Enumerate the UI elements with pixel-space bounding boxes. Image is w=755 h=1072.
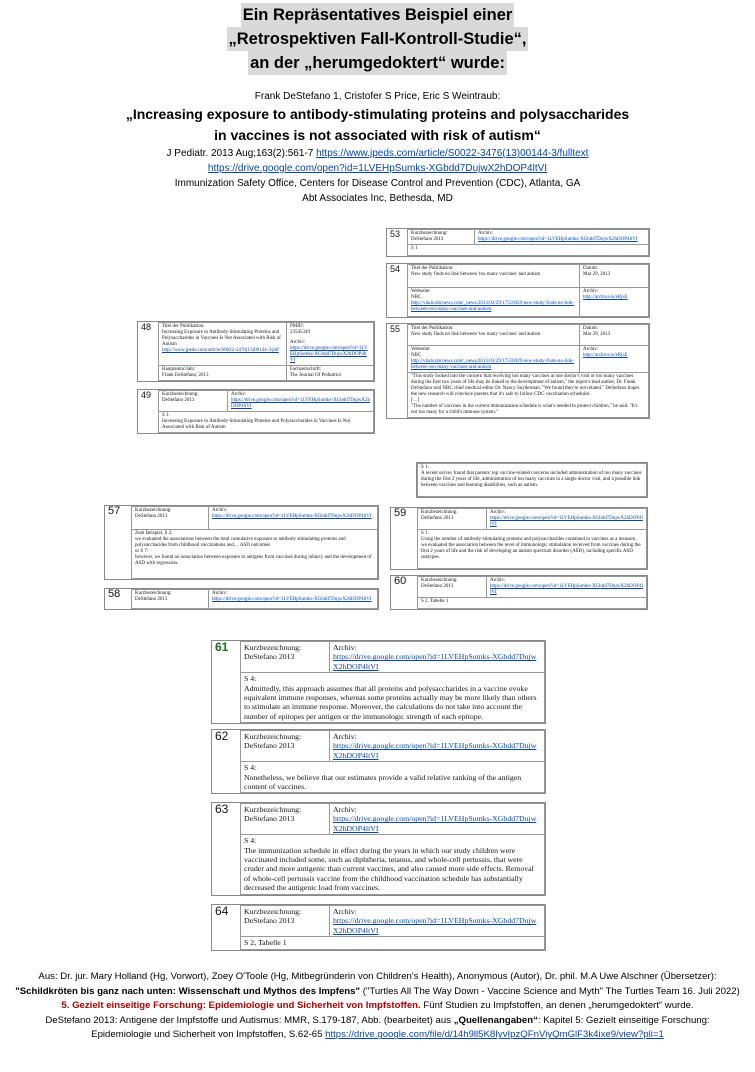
label-kurzbezeichnung: Kurzbezeichnung: xyxy=(411,231,448,236)
quote-text: "This study looked into the concern that receiving too many vaccines at one doctor's visit or too many vaccines during the first two years of life may be linked to the development of autism," the report's lead author, Dr. Frank DeStefano told NBC chief medical editor Dr. Nancy Snyderman. "We found they're not related." DeStefano hopes the new research will convince parents that it's safe to follow CDC vaccination schedules. xyxy=(411,374,640,397)
label-fachzeitschrift: Fachzeitschrift: xyxy=(290,367,322,372)
card-48 xyxy=(137,321,375,382)
label-archiv: Archiv: xyxy=(583,347,599,352)
page-ref: S 4: xyxy=(244,836,257,846)
kurzbezeichnung-value: DeStefano 2013 xyxy=(244,814,295,824)
card-number: 55 xyxy=(390,323,401,334)
card-54 xyxy=(386,263,650,318)
website-link[interactable]: http://vitals.nbcnews.com/_news/2013/03/29/17516929-new-study-finds-no-link-between-too-many-vaccines-and-autism xyxy=(411,301,575,312)
publication-title: Increasing Exposure to Antibody-Stimulating Proteins and Polysaccharides in Vaccines Is Not Associated with Risk of Autism xyxy=(162,330,281,347)
quote-text: Using the number of antibody-stimulating proteins and polysaccharides contained in vaccines as a measure, we evaluated the association between the level of immunologic stimulation received from vaccines during the first 2 years of life and the risk of developing an autism spectrum disorder (ASD), including specific ASD subtypes. xyxy=(421,537,641,560)
label-kurzbezeichnung: Kurzbezeichnung: xyxy=(135,591,172,596)
archive-link[interactable]: https://drive.google.com/open?id=1LVEHpSumks-XGbdd7DujwX2hDOP4ltVI xyxy=(333,814,537,833)
card-number: 60 xyxy=(394,574,407,587)
reference-affiliation-1: Immunization Safety Office, Centers for Disease Control and Prevention (CDC), Atlanta, GA xyxy=(174,178,581,189)
reference-affiliation-2: Abt Associates Inc, Bethesda, MD xyxy=(302,193,453,204)
card-number: 48 xyxy=(141,321,152,332)
card-number: 63 xyxy=(215,801,229,816)
page-ref: S 2, Tabelle 1 xyxy=(241,937,545,950)
website-name: NBC xyxy=(411,353,422,358)
archive-link[interactable]: https://drive.google.com/open?id=1LVEHpSumks-XGbdd7DujwX2hDOP4ltVI xyxy=(212,597,372,602)
label-kurzbezeichnung: Kurzbezeichnung: xyxy=(421,510,458,515)
footer-line-5 xyxy=(0,1028,755,1043)
card-62 xyxy=(211,729,546,794)
page-ref: Zum Beispiel, S 2: xyxy=(135,531,173,536)
kurzbezeichnung-value: DeStefano 2013 xyxy=(244,652,295,662)
card-61 xyxy=(211,640,546,724)
headline-line-2: „Retrospektiven Fall-Kontroll-Studie“, xyxy=(227,27,529,51)
card-58 xyxy=(104,588,379,610)
quote-text-2: however, we found no association between exposure to antigens from vaccines during infancy and the development of ASD with regression. xyxy=(135,555,372,566)
archive-link[interactable]: https://drive.google.com/open?id=1LVEHpSumks-XGbdd7DujwX2hDOP4ltVI xyxy=(490,516,643,527)
kurzbezeichnung-value: DeStefano 2013 xyxy=(411,237,444,242)
footer-line-2 xyxy=(0,985,755,1000)
archive-link[interactable]: https://drive.google.com/open?id=1LVEHpSumks-XGbdd7DujwX2hDOP4ltVI xyxy=(478,237,638,242)
kurzbezeichnung-value: DeStefano 2013 xyxy=(244,741,295,751)
label-kurzbezeichnung: Kurzbezeichnung: xyxy=(135,508,172,513)
label-kurzbezeichnung: Kurzbezeichnung: xyxy=(244,907,302,916)
label-datum: Datum: xyxy=(583,266,598,271)
source-pdf-link[interactable]: https://drive.google.com/file/d/14h9ll5K8IyvIpzQFnViyQmGlF3k4ixe9/view?pli=1 xyxy=(325,1029,664,1041)
card-60 xyxy=(390,575,648,610)
label-pmid: PMID: xyxy=(290,324,304,329)
footer-line-4 xyxy=(0,1014,755,1029)
label-archiv: Archiv: xyxy=(212,508,228,513)
footer-line-1: Aus: Dr. jur. Mary Holland (Hg, Vorwort), Zoey O'Toole (Hg, Mitbegründerin von Children's Health), Anonymous (Autor), Dr. phil. M.A Uwe Alschner (Übersetzer): xyxy=(38,971,717,982)
kurzbezeichnung-value: DeStefano 2013 xyxy=(162,398,195,403)
source-note-bold: „Quellenangaben“ xyxy=(453,1014,538,1026)
label-kurzbezeichnung: Kurzbezeichnung: xyxy=(421,578,458,583)
page-ref: S 1: xyxy=(421,531,429,536)
quote-ellipsis: […] xyxy=(411,398,420,403)
page-ref: S 2, Tabelle 1 xyxy=(418,598,647,609)
label-kurzbezeichnung: Kurzbezeichnung: xyxy=(244,643,302,652)
label-archiv: Archiv: xyxy=(333,805,357,814)
card-s1-survey xyxy=(416,462,648,498)
archive-link[interactable]: https://drive.google.com/open?id=1LVEHpSumks-XGbdd7DujwX2hDOP4ltVI xyxy=(333,741,537,760)
label-hauptautor: Hauptautor/Jahr: xyxy=(162,367,196,372)
reference-authors: Frank DeStefano 1, Cristofer S Price, Eric S Weintraub: xyxy=(254,91,501,102)
label-kurzbezeichnung: Kurzbezeichnung: xyxy=(244,732,302,741)
page-ref-2: or S 7: xyxy=(135,549,149,554)
source-note-b: : Kapitel 5: Gezielt einseitige Forschung: xyxy=(537,1014,710,1026)
label-archiv: Archiv: xyxy=(490,578,506,583)
page-ref: S 1: xyxy=(421,465,429,470)
label-archiv: Archiv: xyxy=(333,732,357,741)
label-archiv: Archiv: xyxy=(478,231,494,236)
card-55 xyxy=(386,323,650,419)
label-archiv: Archiv: xyxy=(583,289,599,294)
publication-title: New study finds no link between 'too many vaccines' and autism xyxy=(411,332,541,337)
quote-text: A recent survey found that parents' top vaccine-related concerns included administration of too many vaccines during the first 2 years of life, administration of too many vaccines in a single doctor visit, and a possible link between vaccines and learning disabilities, such as autism. xyxy=(421,471,642,488)
label-kurzbezeichnung: Kurzbezeichnung: xyxy=(244,805,302,814)
label-kurzbezeichnung: Kurzbezeichnung: xyxy=(162,392,199,397)
source-note-c: Epidemiologie und Sicherheit von Impfstoffen, S.62-65 xyxy=(91,1029,326,1041)
quote-text: we evaluated the associations between the total cumulative exposure to antibody stimulating proteins and polysaccharides from childhood vaccinations and… ASD outcomes xyxy=(135,537,346,548)
label-archiv: Archiv: xyxy=(290,340,306,345)
reference-title-line-1: „Increasing exposure to antibody-stimulating proteins and polysaccharides xyxy=(125,106,630,122)
reference-drive-line xyxy=(0,161,755,176)
archive-link[interactable]: http://archive.is/eRjsE xyxy=(583,295,628,300)
label-archiv: Archiv: xyxy=(333,907,357,916)
archive-link[interactable]: https://drive.google.com/open?id=1LVEHpSumks-XGbdd7DujwX2hDOP4ltVI xyxy=(490,584,643,595)
card-57 xyxy=(104,505,379,580)
archive-link[interactable]: https://drive.google.com/open?id=1LVEHpSumks-XGbdd7DujwX2hDOP4ltVI xyxy=(333,652,537,671)
publication-date: Mar 29, 2013 xyxy=(583,272,611,277)
chapter-subtitle: Fünf Studien zu Impfstoffen, an denen „herumgedoktert“ wurde. xyxy=(420,1000,694,1012)
kurzbezeichnung-value: DeStefano 2013 xyxy=(135,597,168,602)
card-number: 59 xyxy=(394,506,407,519)
archive-link[interactable]: https://drive.google.com/open?id=1LVEHpSumks-XGbdd7DujwX2hDOP4ltVI xyxy=(290,346,368,363)
card-number: 53 xyxy=(390,228,401,239)
card-number: 62 xyxy=(215,728,229,743)
quote-text: Nonetheless, we believe that our estimates provide a valid relative ranking of the antigen content of vaccines. xyxy=(244,772,522,792)
header xyxy=(0,0,755,206)
publication-title: New study finds no link between 'too many vaccines' and autism xyxy=(411,272,541,277)
card-number: 57 xyxy=(108,504,121,517)
headline-line-1: Ein Repräsentatives Beispiel einer xyxy=(241,3,515,27)
page-ref: S 4: xyxy=(244,674,257,684)
reference-journal-line xyxy=(0,146,755,161)
label-titel: Titel der Publikation: xyxy=(162,324,205,329)
page-ref: S 4: xyxy=(244,763,257,773)
reference-title-line-2: in vaccines is not associated with risk of autism“ xyxy=(214,127,541,143)
kurzbezeichnung-value: DeStefano 2013 xyxy=(421,584,454,589)
page-ref: S 1 xyxy=(408,245,649,256)
quote-text-2: "The number of vaccines in the current immunization schedule is what's needed to protect children," he said. "It's not too many for a child's immune system." xyxy=(411,404,638,415)
reference-journal: J Pediatr. 2013 Aug;163(2):561-7 xyxy=(166,148,314,159)
kurzbezeichnung-value: DeStefano 2013 xyxy=(421,516,454,521)
archive-link[interactable]: https://drive.google.com/open?id=1LVEHpSumks-XGbdd7DujwX2hDOP4ltVI xyxy=(212,514,372,519)
headline-line-3: an der „herumgedoktert“ wurde: xyxy=(248,51,507,75)
card-49 xyxy=(137,389,375,434)
label-archiv: Archiv: xyxy=(231,392,247,397)
label-archiv: Archiv: xyxy=(212,591,228,596)
card-number: 61 xyxy=(215,639,229,654)
book-title: "Schildkröten bis ganz nach unten: Wissenschaft und Mythos des Impfens" xyxy=(15,985,361,997)
label-datum: Datum: xyxy=(583,326,598,331)
kurzbezeichnung-value: DeStefano 2013 xyxy=(135,514,168,519)
label-archiv: Archiv: xyxy=(490,510,506,515)
card-number: 49 xyxy=(141,389,152,400)
card-64 xyxy=(211,904,546,951)
card-number: 54 xyxy=(390,263,401,274)
quote-text: Increasing Exposure to Antibody-Stimulating Proteins and Polysaccharides in Vaccines Is Not Associated with Risk of Autism xyxy=(162,419,351,430)
label-webseite: Webseite: xyxy=(411,289,431,294)
quote-text: Admittedly, this approach assumes that all proteins and polysaccharides in a vaccine evoke equivalent immune responses, whereas some proteins actually may be more likely than others to stimulate an immune response. Moreover, the calculations do not take into account the number of epitopes per antigen or the immunologic strength of each epitope. xyxy=(244,683,537,721)
source-note-a: DeStefano 2013: Antigene der Impfstoffe und Autismus: MMR, S.179-187, Abb. (bearbeitet) aus xyxy=(45,1014,454,1026)
card-59 xyxy=(390,507,648,570)
website-link[interactable]: http://vitals.nbcnews.com/_news/2013/03/29/17516929-new-study-finds-no-link-between-too-many-vaccines-and-autism xyxy=(411,359,575,370)
card-number: 58 xyxy=(108,587,121,600)
archive-link[interactable]: https://drive.google.com/open?id=1LVEHpSumks-XGbdd7DujwX2hDOP4ltVI xyxy=(333,916,537,935)
label-webseite: Webseite: xyxy=(411,347,431,352)
reference-journal-link[interactable]: https://www.jpeds.com/article/S0022-3476(13)00144-3/fulltext xyxy=(316,148,589,159)
label-titel: Titel der Publikation: xyxy=(411,266,454,271)
publication-link[interactable]: http://www.jpeds.com/article/S0022-3476(13)00144-3/pdf xyxy=(162,348,279,353)
author-value: Frank DeStefano, 2013 xyxy=(162,373,209,378)
label-titel: Titel der Publikation: xyxy=(411,326,454,331)
website-name: NBC xyxy=(411,295,422,300)
card-number: 64 xyxy=(215,903,229,918)
quote-text: The immunization schedule in effect during the years in which our study children were vaccinated included some, such as diphtheria, tetanus, and whole-cell pertussis, that were cruder and more antigenic than current vaccines, and also caused more side effects. Removal of whole-cell pertussis vaccine from the childhood vaccination schedule has substantially decreased the antigenic load from vaccines. xyxy=(244,845,534,893)
footer-line-3 xyxy=(0,999,755,1014)
card-53 xyxy=(386,228,650,257)
page-ref: S 1: xyxy=(162,413,170,418)
card-63 xyxy=(211,802,546,896)
archive-link[interactable]: http://archive.is/eRjsE xyxy=(583,353,628,358)
label-archiv: Archiv: xyxy=(333,643,357,652)
archive-link[interactable]: https://drive.google.com/open?id=1LVEHpSumks-XGbdd7DujwX2hDOP4ltVI xyxy=(231,398,371,409)
chapter-title: 5. Gezielt einseitige Forschung: Epidemiologie und Sicherheit von Impfstoffen. xyxy=(61,1000,421,1012)
footer-citation xyxy=(0,970,755,1043)
reference-drive-link[interactable]: https://drive.google.com/open?id=1LVEHpSumks-XGbdd7DujwX2hDOP4ltVI xyxy=(207,163,548,174)
pmid-value: 23545349 xyxy=(290,330,310,335)
publication-date: Mar 29, 2013 xyxy=(583,332,611,337)
journal-value: The Journal Of Pediatrics xyxy=(290,373,342,378)
book-original-title: ("Turtles All The Way Down - Vaccine Science and Myth" The Turtles Team 16. Juli 2022) xyxy=(360,985,740,997)
kurzbezeichnung-value: DeStefano 2013 xyxy=(244,916,295,926)
